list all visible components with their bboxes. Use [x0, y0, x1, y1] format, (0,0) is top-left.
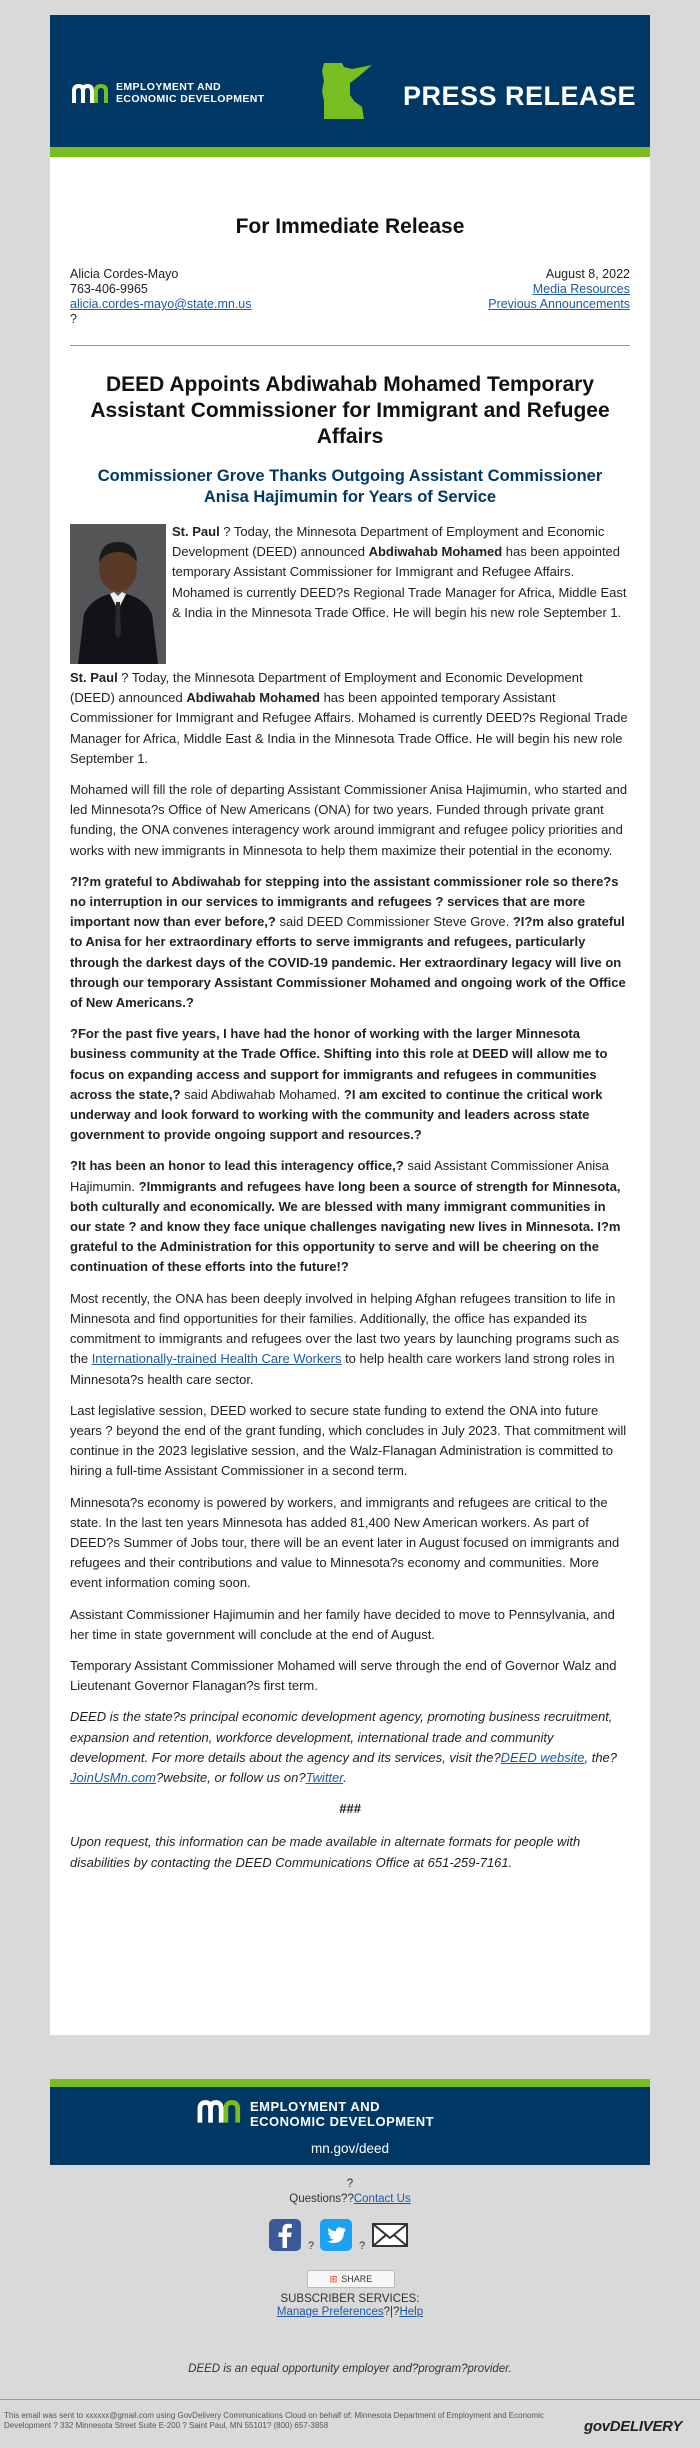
media-resources-link[interactable]: Media Resources [532, 282, 630, 296]
contact-name: Alicia Cordes-Mayo [70, 267, 179, 281]
email-icon[interactable] [370, 2218, 410, 2252]
bottom-divider [0, 2399, 700, 2400]
equal-opportunity-note: DEED is an equal opportunity employer and?program?provider. [188, 2363, 512, 2375]
move-paragraph: Assistant Commissioner Hajimumin and her family have decided to move to Pennsylvania, and her time in state government will conclude at the end of August. [70, 1606, 615, 1642]
portrait-photo [70, 524, 166, 664]
health-care-workers-link[interactable]: Internationally-trained Health Care Workers [91, 1351, 342, 1367]
social-links: ? ? [268, 2218, 438, 2256]
questions-block: ? Questions??Contact Us [289, 2178, 411, 2205]
lead-with-photo [70, 522, 630, 668]
twitter-link[interactable]: Twitter [305, 1769, 344, 1785]
afghan-paragraph: Most recently, the ONA has been deeply involved in helping Afghan refugees transition to life in Minnesota and find opportunities for their families. Additionally, the office has expanded its commitment to immigrants and refugees over the last two years by launching programs such as the Internationally-trained Health Care Workers to help health care workers land strong roles in Minnesota?s health care sector. [70, 1290, 620, 1387]
ona-paragraph: Mohamed will fill the role of departing Assistant Commissioner Anisa Hajimumin, who started and led Minnesota?s Office of New Americans (ONA) for two years. Funded through private grant funding, the ONA convenes interagency work around immigrant and refugee policy priorities and works with new immigrants in Minnesota to help them maximize their potential in the economy. [70, 782, 628, 858]
about-deed-paragraph: DEED is the state?s principal economic development agency, promoting business recruitment, expansion and retention, workforce development, international trade and community development. For more details about the agency and its services, visit the?DEED website, the?JoinUsMn.com?website, or follow us on?Twitter. [70, 1709, 618, 1785]
footer-deed-logo-icon [197, 2099, 243, 2125]
lead-paragraph: St. Paul ? Today, the Minnesota Department of Employment and Economic Development (DEED) announced Abdiwahab Mohamed has been appointed temporary Assistant Commissioner for Immigrant and Refugee Affairs. Mohamed is currently DEED?s Regional Trade Manager for Africa, Middle East & India in the Minnesota Trade Office. He will begin his new role September 1. [172, 524, 627, 620]
previous-announcements-link[interactable]: Previous Announcements [488, 297, 630, 311]
contact-info [70, 267, 252, 327]
header-banner [50, 15, 650, 157]
contact-email-link[interactable]: alicia.cordes-mayo@state.mn.us [70, 297, 252, 311]
headline: DEED Appoints Abdiwahab Mohamed Temporary Assistant Commissioner for Immigrant and Refugee Affairs [90, 373, 610, 448]
grove-quote: ?I?m grateful to Abdiwahab for stepping into the assistant commissioner role so there?s no interruption in our services to immigrants and refugees ? services that are more important now than ever before,? said DEED Commissioner Steve Grove. ?I?m also grateful to Anisa for her extraordinary efforts to serve immigrants and refugees, particularly through the darkest days of the COVID-19 pandemic. Her extraordinary legacy will live on through our temporary Assistant Commissioner Mohamed and ongoing work of the Office of New Americans.? [70, 873, 626, 1011]
mohamed-quote: ?For the past five years, I have had the honor of working with the larger Minnesota business community at the Trade Office. Shifting into this role at DEED will allow me to focus on expanding access and support for immigrants and refugees in communities across the state,? said Abdiwahab Mohamed. ?I am excited to continue the critical work underway and look forward to working with the community and leaders across state government to provide ongoing support and resources.? [70, 1026, 608, 1143]
org-name: EMPLOYMENT AND ECONOMIC DEVELOPMENT [116, 81, 265, 105]
serve-paragraph: Temporary Assistant Commissioner Mohamed will serve through the end of Governor Walz and Lieutenant Governor Flanagan?s first term. [70, 1657, 617, 1694]
hajimumin-quote: ?It has been an honor to lead this interagency office,? said Assistant Commissioner Anisa Hajimumin. ?Immigrants and refugees have long been a source of strength for Minnesota, both culturally and economically. We are blessed with many immigrant communities in our state ? and know they face unique challenges navigating new lives in Minnesota. I?m grateful to the Administration for this opportunity to serve and will be cheering on the continuation of these efforts into the future!? [70, 1158, 621, 1275]
release-label: For Immediate Release [235, 215, 465, 238]
contact-us-link[interactable]: Contact Us [353, 2193, 411, 2205]
contact-block [70, 267, 630, 339]
deed-logo-icon [72, 83, 110, 105]
share-button[interactable]: ⊞ SHARE [307, 2270, 395, 2288]
footer-url: mn.gov/deed [310, 2141, 390, 2156]
alternate-formats-note: Upon request, this information can be made available in alternate formats for people with disabilities by contacting the DEED Communications Office at 651-259-7161. [70, 1834, 581, 1870]
deed-website-link[interactable]: DEED website [500, 1749, 585, 1765]
legislative-paragraph: Last legislative session, DEED worked to secure state funding to extend the ONA into future years ? beyond the end of the grant funding, which concludes in July 2023. That commitment will continue in the 2023 legislative session, and the Walz-Flanagan Administration is committed to hiring a full-time Assistant Commissioner in a second term. [70, 1402, 627, 1479]
fine-print: This email was sent to xxxxxx@gmail.com using GovDelivery Communications Cloud on behalf of: Minnesota Department of Employment and Economic Development ? 332 Minnesota Street Suite E-200 ? Saint Paul, MN 55101? (800) 657-3858 [4, 2411, 544, 2430]
twitter-icon[interactable] [319, 2218, 353, 2252]
email-card [50, 15, 650, 2035]
divider [70, 345, 630, 346]
article-body [70, 522, 630, 1873]
facebook-icon[interactable] [268, 2218, 302, 2252]
economy-paragraph: Minnesota?s economy is powered by workers, and immigrants and refugees are critical to the state. In the last ten years Minnesota has added 81,400 New American workers. As part of DEED?s Summer of Jobs tour, there will be an event later in August focused on immigrants and refugees and their contributions and value to Minnesota?s economy and communities. More event information coming soon. [70, 1494, 620, 1591]
footer-banner [50, 2079, 650, 2165]
release-meta [488, 267, 630, 312]
joinusmn-link[interactable]: JoinUsMn.com [70, 1769, 156, 1785]
lead-paragraph-repeat: St. Paul ? Today, the Minnesota Department of Employment and Economic Development (DEED) announced Abdiwahab Mohamed has been appointed temporary Assistant Commissioner for Immigrant and Refugee Affairs. Mohamed is currently DEED?s Regional Trade Manager for Africa, Middle East & India in the Minnesota Trade Office. He will begin his new role September 1. [70, 670, 628, 766]
govdelivery-logo: govDELIVERY [584, 2418, 683, 2435]
subheadline: Commissioner Grove Thanks Outgoing Assistant Commissioner Anisa Hajimumin for Years of Service [97, 467, 603, 506]
stray-char: ? [70, 312, 77, 326]
manage-preferences-link[interactable]: Manage Preferences [276, 2306, 384, 2318]
share-icon: ⊞ [329, 2274, 338, 2284]
subscriber-services: SUBSCRIBER SERVICES: Manage Preferences?|?Help [276, 2293, 424, 2318]
footer-org-name: EMPLOYMENT AND ECONOMIC DEVELOPMENT [250, 2099, 435, 2129]
contact-phone: 763-406-9965 [70, 282, 148, 296]
release-date: August 8, 2022 [545, 267, 630, 281]
help-link[interactable]: Help [399, 2306, 424, 2318]
minnesota-map-icon [318, 61, 374, 121]
end-marker: ### [339, 1801, 361, 1817]
press-release-title: PRESS RELEASE [403, 81, 637, 111]
